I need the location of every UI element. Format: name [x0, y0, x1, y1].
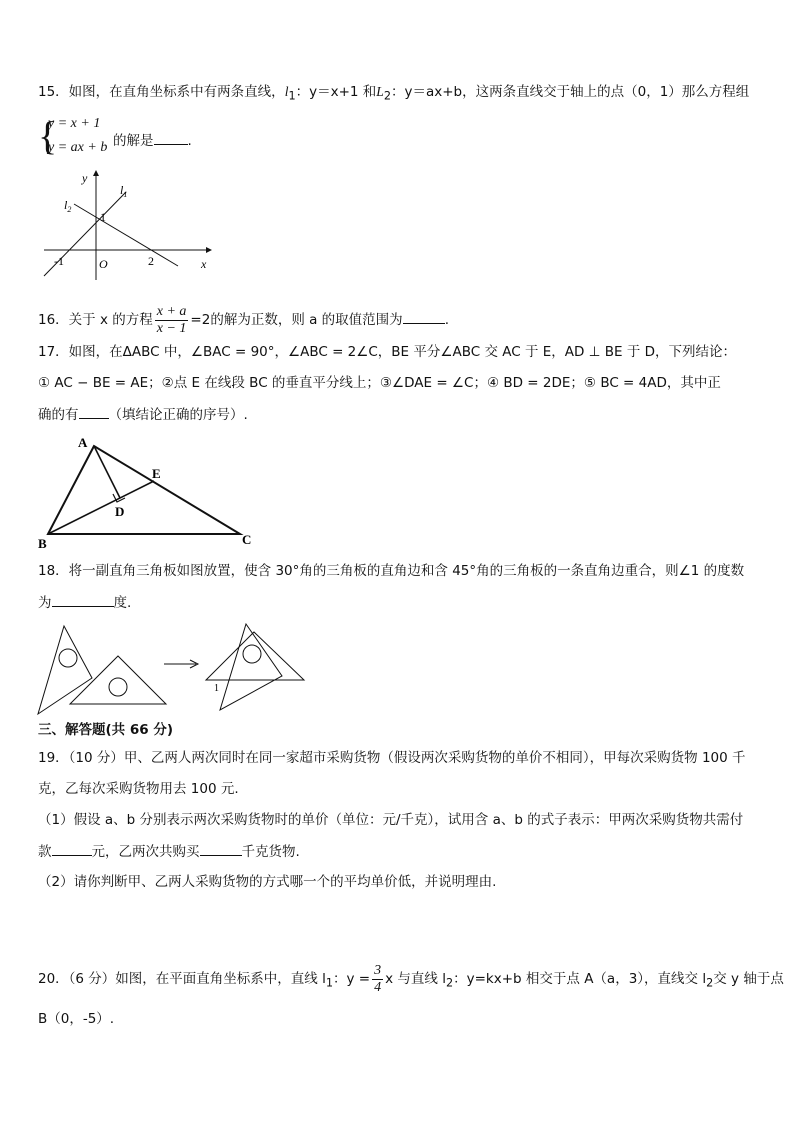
q20-line2: B（0，-5）.	[38, 1011, 115, 1027]
q18-right-30deg-square	[220, 624, 282, 710]
q15-line2	[113, 130, 192, 151]
q17-answer-blank[interactable]	[79, 404, 109, 419]
q15-text-a: 15．如图，在直角坐标系中有两条直线，	[38, 84, 285, 100]
q17-line2: ① AC − BE = AE；②点 E 在线段 BC 的垂直平分线上；③∠DAE = ∠C；④ BD = 2DE；⑤ BC = 4AD，其中正	[38, 375, 721, 391]
q17-label-c: C	[242, 532, 252, 547]
q19-line4	[38, 841, 300, 862]
q17-label-b: B	[38, 536, 47, 551]
q15-tick-2: 2	[148, 254, 154, 268]
q15-graph	[36, 168, 216, 286]
q20-mid4: 交 y 轴于点	[713, 971, 784, 987]
q19-blank-amount[interactable]	[200, 841, 242, 856]
q15-l1-sub: 1	[288, 89, 296, 103]
q20-sub3: 2	[706, 976, 714, 990]
q15-x-label: x	[201, 257, 207, 271]
q15-line1	[38, 82, 749, 107]
q15-l1-eq: ：y＝x+1 和	[295, 84, 377, 100]
q17-line3	[38, 404, 248, 425]
q16-line	[38, 303, 449, 337]
q16-fraction	[155, 304, 189, 337]
q17-segment-be	[48, 481, 154, 534]
q19-line4-c: 千克货物.	[241, 844, 300, 860]
q18-line2	[38, 592, 131, 613]
q19-blank-payment[interactable]	[52, 841, 92, 856]
q16-frac-num: x + a	[156, 303, 187, 319]
q20-frac-den: 4	[374, 979, 382, 995]
q17-line3-a: 确的有	[38, 407, 79, 423]
q16-prefix: 16．关于 x 的方程	[38, 312, 153, 328]
q15-sys-eq2: y = ax + b	[48, 140, 108, 155]
q18-right-45deg-square	[206, 632, 304, 680]
q18-angle-label: 1	[214, 683, 219, 694]
q20-line1	[38, 962, 784, 1001]
q15-end: .	[187, 133, 192, 149]
q15-x-arrow	[206, 247, 212, 253]
q17-line3-b: （填结论正确的序号）.	[108, 407, 248, 423]
q18-line2-b: 度.	[113, 595, 132, 611]
q20-sub2: 2	[445, 976, 454, 990]
q20-sub1: 1	[325, 976, 334, 990]
q20-mid3: ：y=kx+b 相交于点 A（a，3），直线交 l	[453, 971, 707, 987]
q16-frac-den: x − 1	[156, 320, 187, 336]
q20-frac-num: 3	[374, 962, 382, 978]
q15-brace: {	[38, 113, 58, 158]
q17-line1: 17．如图，在ΔABC 中，∠BAC = 90°，∠ABC = 2∠C，BE 平分∠ABC 交 AC 于 E，AD ⊥ BE 于 D，下列结论：	[38, 344, 737, 360]
q17-label-d: D	[115, 504, 125, 519]
q15-tick-1: 1	[100, 210, 106, 224]
q18-left-30deg-square	[38, 626, 92, 714]
q15-tick-neg1: -1	[54, 254, 64, 268]
q19-line1: 19．（10 分）甲、乙两人两次同时在同一家超市采购货物（假设两次采购货物的单价不相同），甲每次采购货物 100 千	[38, 750, 746, 766]
section3-title: 三、解答题(共 66 分)	[38, 722, 174, 738]
q15-l2-eq: ：y＝ax+b，这两条直线交于轴上的点（0，1）那么方程组	[390, 84, 750, 100]
q17-label-a: A	[78, 435, 88, 450]
q19-line5: （2）请你判断甲、乙两人采购货物的方式哪一个的平均单价低，并说明理由.	[38, 874, 497, 890]
q20-mid2: x 与直线 l	[385, 971, 446, 987]
q15-line-l2	[74, 204, 178, 266]
q20-mid1: ：y =	[333, 971, 371, 987]
q16-suffix: =2的解为正数，则 a 的取值范围为	[190, 312, 403, 328]
q15-l1-name: l	[284, 84, 289, 99]
q15-l2-sub: 2	[383, 89, 391, 103]
q15-l1-label: $l_1$	[120, 183, 128, 199]
q16-answer-blank[interactable]	[403, 309, 445, 324]
q15-origin-label: O	[99, 257, 108, 271]
q18-line1: 18．将一副直角三角板如图放置，使含 30°角的三角板的直角边和含 45°角的三角板的一条直角边重合，则∠1 的度数	[38, 563, 745, 579]
q15-sys-eq1: y = x + 1	[48, 116, 101, 131]
q18-right-hole	[243, 645, 261, 663]
q15-l2-label: $l_2$	[64, 198, 72, 214]
q18-left-45deg-hole	[109, 678, 127, 696]
q18-line2-a: 为	[38, 595, 52, 611]
q19-line3: （1）假设 a、b 分别表示两次采购货物时的单价（单位：元/千克），试用含 a、b 的式子表示：甲两次采购货物共需付	[38, 812, 744, 828]
q16-end: .	[444, 312, 449, 328]
q17-triangle-figure	[36, 434, 258, 552]
q15-answer-blank[interactable]	[154, 130, 188, 145]
q18-left-30deg-hole	[59, 649, 77, 667]
q17-label-e: E	[152, 466, 161, 481]
q15-y-label: y	[82, 171, 88, 185]
q20-fraction	[372, 963, 383, 996]
q15-sys-suffix: 的解是	[113, 133, 154, 149]
q19-line4-b: 元，乙两次共购买	[91, 844, 200, 860]
q18-answer-blank[interactable]	[52, 592, 114, 607]
q20-prefix: 20．（6 分）如图，在平面直角坐标系中，直线 l	[38, 971, 326, 987]
q19-line2: 克，乙每次采购货物用去 100 元.	[38, 781, 239, 797]
q19-line4-a: 款	[38, 844, 52, 860]
q15-l2-name: L	[376, 84, 384, 99]
q18-set-squares-figure	[36, 620, 308, 716]
q15-y-arrow	[93, 170, 99, 176]
q17-triangle-abc	[48, 446, 240, 534]
